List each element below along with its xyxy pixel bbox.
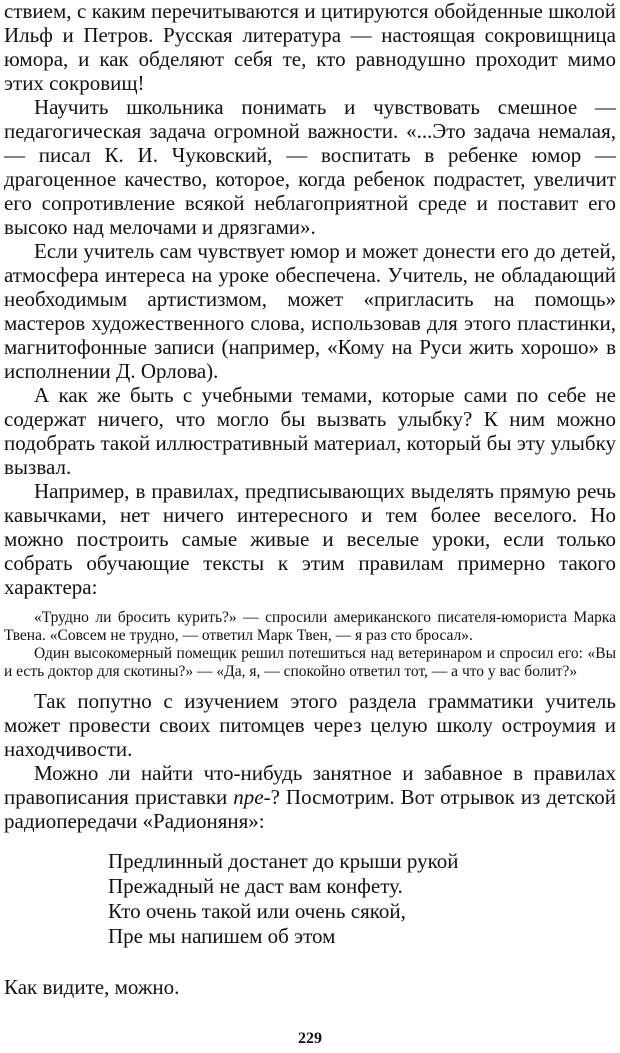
prefix-italic: пре-: [233, 785, 271, 809]
poem: [108, 849, 616, 949]
prefix-text-before: Можно ли найти что-нибудь занятное и забавное в правилах правописания приставки: [4, 761, 616, 809]
body-text: [4, 0, 616, 999]
paragraph-grammar: Так попутно с изучением этого раздела грамматики учитель может провести своих питомцев через целую школу остроумия и находчивости.: [4, 689, 616, 761]
poem-line: Прежадный не даст вам конфету.: [108, 874, 403, 898]
paragraph-teacher: Если учитель сам чувствует юмор и может донести его до детей, атмосфера интереса на уроке обеспечена. Учитель, не обладающий необходимым артистизмом, может «пригласить на помощь» мастеров художественного слова, использовав для этого пластинки, магнитофонные записи (например, «Кому на Руси жить хорошо» в исполнении Д. Орлова).: [4, 239, 616, 383]
poem-line: Кто очень такой или очень сякой,: [108, 899, 406, 923]
quote-veterinarian: Один высокомерный помещик решил потешиться над ветеринаром и спросил его: «Вы и есть доктор для скотины?» — «Да, я, — спокойно ответил тот, — а что у вас болит?»: [4, 645, 616, 680]
poem-line: Пре мы напишем об этом: [108, 924, 336, 948]
page-number: 229: [298, 1030, 322, 1047]
closing-line: Как видите, можно.: [4, 975, 180, 999]
paragraph-humor-task: Научить школьника понимать и чувствовать смешное — педагогическая задача огромной важности. «...Это задача немалая, — писал К. И. Чуковский, — воспитать в ребенке юмор — драгоценное качество, которое, когда ребенок подрастет, увеличит его сопротивление всякой неблагоприятной среде и поставит его высоко над мелочами и дрязгами».: [4, 95, 616, 239]
paragraph-example-rules: Например, в правилах, предписывающих выделять прямую речь кавычками, нет ничего интересного и тем более веселого. Но можно построить самые живые и веселые уроки, если только собрать обучающие тексты к этим правилам примерно такого характера:: [4, 479, 616, 599]
paragraph-continuation: ствием, с каким перечитываются и цитируются обойденные школой Ильф и Петров. Русская литература — настоящая сокровищница юмора, и как обделяют себя те, кто равнодушно проходит мимо этих сокровищ!: [4, 0, 616, 95]
paragraph-prefix: [4, 761, 616, 833]
poem-line: Предлинный достанет до крыши рукой: [108, 849, 459, 873]
example-quotes: [4, 609, 616, 681]
prefix-text-after: ? Посмотрим. Вот отрывок из детской радиопередачи «Радионяня»:: [4, 785, 616, 833]
quote-mark-twain: «Трудно ли бросить курить?» — спросили американского писателя-юмориста Марка Твена. «Совсем не трудно, — ответил Марк Твен, — я раз сто бросал».: [4, 609, 616, 644]
paragraph-topics: А как же быть с учебными темами, которые сами по себе не содержат ничего, что могло бы вызвать улыбку? К ним можно подобрать такой иллюстративный материал, который бы эту улыбку вызвал.: [4, 383, 616, 479]
